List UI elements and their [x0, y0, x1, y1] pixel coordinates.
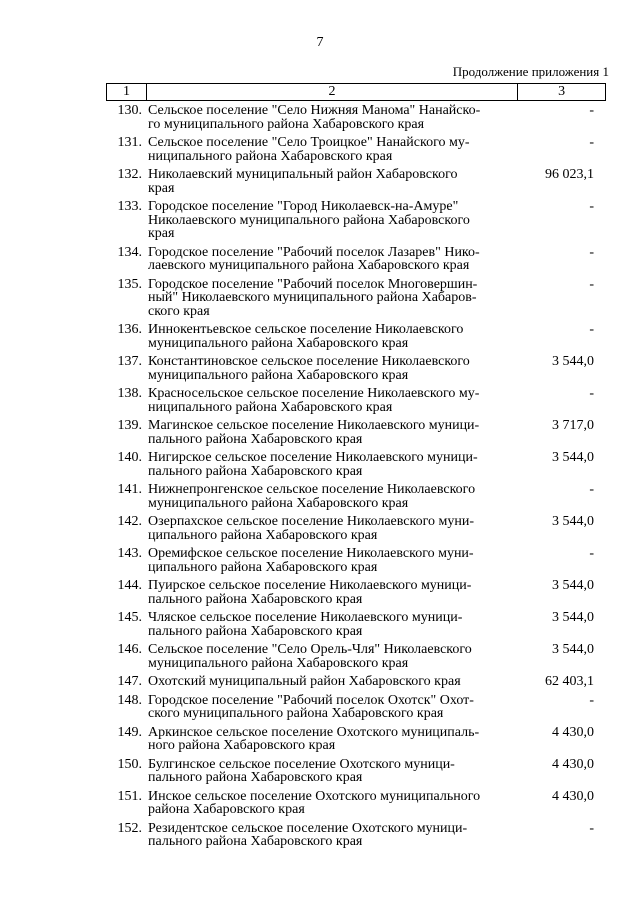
row-name-line: Сельское поселение "Село Троицкое" Нанайского му- [148, 135, 470, 150]
table-body [106, 104, 606, 854]
row-name-line: ского края [148, 303, 210, 319]
row-name-line: Аркинское сельское поселение Охотского муниципаль- [148, 724, 480, 740]
row-name [146, 515, 516, 542]
row-number: 141. [117, 482, 142, 497]
row-name [146, 451, 516, 478]
table-row [106, 355, 606, 382]
row-name-line: Нигирское сельское поселение Николаевского муници- [148, 450, 478, 465]
row-value: - [589, 103, 594, 118]
row-name-line: края [148, 180, 175, 196]
row-value: 4 430,0 [552, 788, 594, 804]
row-name-line: го муниципального района Хабаровского края [148, 116, 425, 132]
row-name-line: Сельское поселение "Село Нижняя Манома" Нанайско- [148, 103, 481, 118]
table-row [106, 168, 606, 195]
row-number: 149. [117, 724, 142, 740]
table-row [106, 104, 606, 131]
row-name-line: ный" Николаевского муниципального района Хабаров- [148, 290, 477, 305]
row-name-line: района Хабаровского края [148, 802, 305, 817]
row-name-line: Сельское поселение "Село Орель-Чля" Николаевского [148, 642, 472, 657]
row-name-line: ниципального района Хабаровского края [148, 399, 393, 415]
row-number: 146. [117, 642, 142, 657]
row-number: 132. [117, 167, 142, 182]
row-value: 3 544,0 [552, 578, 594, 593]
table-row [106, 387, 606, 414]
row-name-line: Городское поселение "Рабочий поселок Лазарев" Нико- [148, 244, 480, 260]
row-number: 136. [117, 322, 142, 337]
row-name [146, 611, 516, 638]
table-row [106, 451, 606, 478]
row-name [146, 822, 516, 849]
row-number: 147. [117, 674, 142, 689]
table-row [106, 515, 606, 542]
row-value: - [589, 199, 594, 214]
row-name-line: Красносельское сельское поселение Николаевского му- [148, 386, 480, 401]
table-row [106, 323, 606, 350]
row-name-line: пального района Хабаровского края [148, 591, 363, 607]
row-name-line: ципального района Хабаровского края [148, 527, 378, 543]
row-name-line: ципального района Хабаровского края [148, 559, 378, 575]
row-value: 3 544,0 [552, 514, 594, 529]
table-row [106, 611, 606, 638]
row-name [146, 387, 516, 414]
row-number: 150. [117, 756, 142, 772]
row-name-line: Пуирское сельское поселение Николаевского муници- [148, 578, 472, 593]
row-name [146, 726, 516, 753]
row-name-line: Инское сельское поселение Охотского муниципального [148, 788, 481, 804]
row-name-line: пального района Хабаровского края [148, 623, 363, 639]
row-name [146, 643, 516, 670]
table-row [106, 726, 606, 753]
table-row [106, 579, 606, 606]
row-number: 148. [117, 692, 142, 708]
row-number: 130. [117, 103, 142, 118]
table-row [106, 643, 606, 670]
table-header [106, 83, 606, 101]
row-value: 4 430,0 [552, 724, 594, 740]
row-number: 133. [117, 199, 142, 214]
row-value: - [589, 244, 594, 260]
row-number: 144. [117, 578, 142, 593]
continuation-note: Продолжение приложения 1 [452, 64, 609, 79]
row-name [146, 136, 516, 163]
row-name-line: ского муниципального района Хабаровского края [148, 706, 444, 721]
row-name-line: Чляское сельское поселение Николаевского муници- [148, 610, 463, 625]
table-row [106, 694, 606, 721]
row-name-line: муниципального района Хабаровского края [148, 495, 409, 511]
row-name [146, 200, 516, 241]
row-name [146, 694, 516, 721]
row-value: 62 403,1 [545, 674, 594, 689]
row-value: 3 544,0 [552, 642, 594, 657]
table-row [106, 547, 606, 574]
row-name-line: лаевского муниципального района Хабаровского края [148, 258, 470, 273]
row-value: - [589, 692, 594, 708]
row-name-line: Булгинское сельское поселение Охотского муници- [148, 756, 455, 772]
row-name-line: Нижнепронгенское сельское поселение Николаевского [148, 482, 476, 497]
table-row [106, 278, 606, 319]
header-col-1: 1 [107, 84, 147, 101]
row-number: 134. [117, 244, 142, 260]
row-value: - [589, 482, 594, 497]
row-value: 3 544,0 [552, 354, 594, 369]
row-name-line: Константиновское сельское поселение Николаевского [148, 354, 470, 369]
row-value: 96 023,1 [545, 167, 594, 182]
row-number: 151. [117, 788, 142, 804]
row-name [146, 790, 516, 817]
row-number: 131. [117, 135, 142, 150]
row-name [146, 168, 516, 195]
row-value: 4 430,0 [552, 756, 594, 772]
row-name-line: Резидентское сельское поселение Охотского муници- [148, 820, 468, 836]
row-name-line: муниципального района Хабаровского края [148, 335, 409, 351]
row-value: - [589, 322, 594, 337]
row-name [146, 483, 516, 510]
header-col-2: 2 [146, 84, 517, 101]
row-name-line: Охотский муниципальный район Хабаровского края [148, 674, 461, 689]
row-name-line: ниципального района Хабаровского края [148, 148, 393, 164]
table-row [106, 419, 606, 446]
row-name [146, 579, 516, 606]
table-row [106, 246, 606, 273]
row-value: 3 544,0 [552, 610, 594, 625]
row-value: - [589, 135, 594, 150]
table-row [106, 822, 606, 849]
row-name-line: ного района Хабаровского края [148, 738, 336, 753]
row-name-line: пального района Хабаровского края [148, 431, 363, 447]
row-name [146, 547, 516, 574]
row-number: 143. [117, 546, 142, 561]
table-row [106, 675, 606, 689]
row-name-line: Озерпахское сельское поселение Николаевского муни- [148, 514, 474, 529]
row-number: 145. [117, 610, 142, 625]
row-name-line: Городское поселение "Рабочий поселок Многовершин- [148, 276, 478, 292]
row-name-line: края [148, 226, 175, 241]
row-number: 140. [117, 450, 142, 465]
row-number: 135. [117, 276, 142, 292]
row-value: - [589, 820, 594, 836]
row-name-line: муниципального района Хабаровского края [148, 367, 409, 383]
row-name [146, 323, 516, 350]
row-name-line: Николаевского муниципального района Хабаровского [148, 212, 470, 228]
page-number: 7 [316, 35, 324, 50]
header-col-3: 3 [518, 84, 606, 101]
row-number: 139. [117, 418, 142, 433]
row-number: 142. [117, 514, 142, 529]
row-value: - [589, 546, 594, 561]
row-name [146, 278, 516, 319]
row-number: 138. [117, 386, 142, 401]
row-name [146, 758, 516, 785]
row-name-line: пального района Хабаровского края [148, 770, 363, 785]
row-name-line: Городское поселение "Город Николаевск-на-Амуре" [148, 199, 459, 214]
row-name-line: Оремифское сельское поселение Николаевского муни- [148, 546, 474, 561]
table-row [106, 200, 606, 241]
row-number: 152. [117, 820, 142, 836]
row-number: 137. [117, 354, 142, 369]
row-name [146, 355, 516, 382]
row-name [146, 675, 516, 689]
row-name-line: муниципального района Хабаровского края [148, 655, 409, 671]
row-name-line: Городское поселение "Рабочий поселок Охотск" Охот- [148, 692, 474, 708]
row-name-line: Иннокентьевское сельское поселение Николаевского [148, 322, 464, 337]
table-row [106, 136, 606, 163]
table-row [106, 483, 606, 510]
table-row [106, 758, 606, 785]
row-name-line: Магинское сельское поселение Николаевского муници- [148, 418, 480, 433]
row-value: - [589, 386, 594, 401]
row-value: - [589, 276, 594, 292]
row-name [146, 246, 516, 273]
row-name-line: пального района Хабаровского края [148, 463, 363, 479]
row-name [146, 104, 516, 131]
row-value: 3 544,0 [552, 450, 594, 465]
row-name [146, 419, 516, 446]
table-row [106, 790, 606, 817]
row-value: 3 717,0 [552, 418, 594, 433]
row-name-line: Николаевский муниципальный район Хабаровского [148, 167, 458, 182]
row-name-line: пального района Хабаровского края [148, 834, 363, 849]
